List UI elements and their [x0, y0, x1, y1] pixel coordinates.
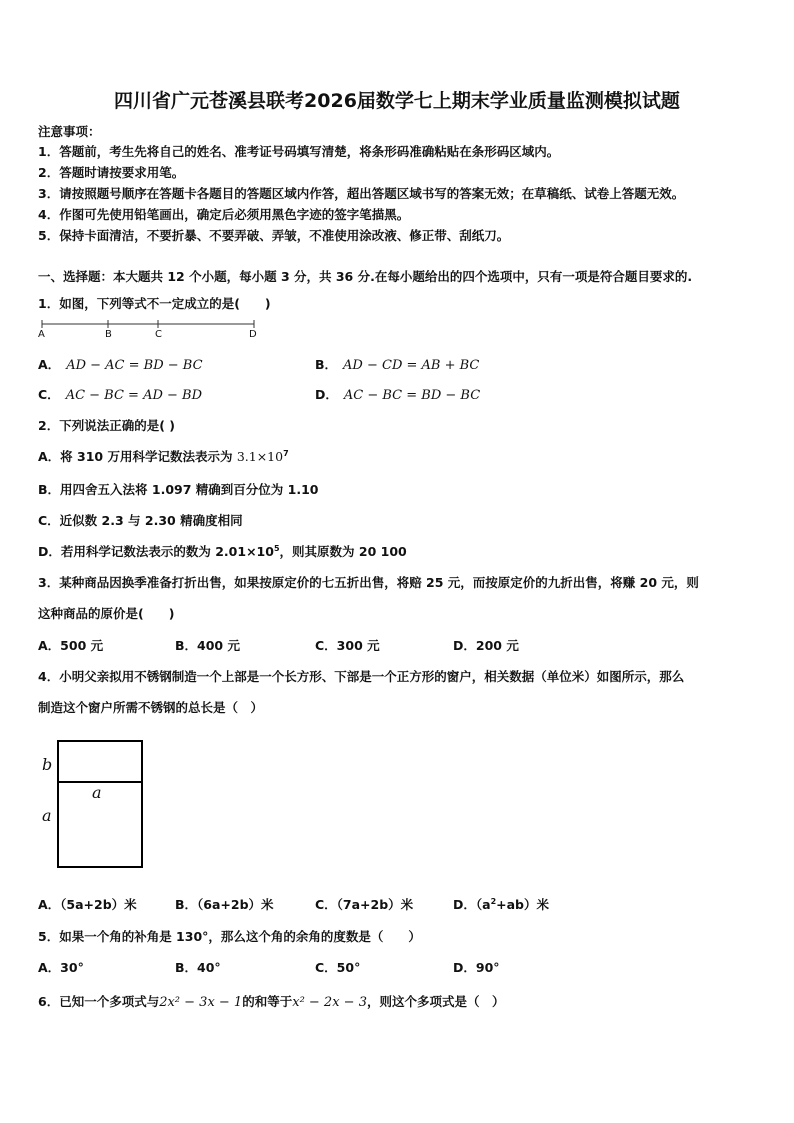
option-b: B．（6a+2b）米 — [175, 897, 274, 912]
option-d: D． AC − BC = BD − BC — [315, 387, 481, 403]
question-4-stem: 4．小明父亲拟用不锈钢制造一个上部是一个长方形、下部是一个正方形的窗户，相关数据（单位米）如图所示，那么 — [38, 669, 685, 684]
notice-item: 2．答题时请按要求用笔。 — [38, 165, 185, 180]
question-6-stem: 6．已知一个多项式与2x² − 3x − 1的和等于x² − 2x − 3，则这个多项式是（ ） — [38, 994, 505, 1010]
option-d: D．$(a^2+ab)$米 — [453, 896, 549, 912]
page-title: 四川省广元苍溪县联考2026届数学七上期末学业质量监测模拟试题 — [114, 90, 680, 112]
point-label-d: D — [249, 329, 257, 340]
point-label-c: C — [155, 329, 162, 340]
segment-figure — [36, 315, 266, 343]
question-3-stem: 3．某种商品因换季准备打折出售，如果按原定价的七五折出售，将赔 25 元，而按原定价的九折出售，将赚 20 元，则 — [38, 575, 699, 590]
option-c: C．（7a+2b）米 — [315, 897, 414, 912]
option-b: B． AD − CD = AB + BC — [315, 357, 480, 373]
question-2-stem: 2．下列说法正确的是( ) — [38, 418, 175, 433]
label-a-inner: a — [92, 783, 102, 802]
label-a-side: a — [42, 806, 52, 825]
option-c: C．近似数 2.3 与 2.30 精确度相同 — [38, 513, 243, 528]
option-c: C．50° — [315, 960, 361, 975]
option-a: A．500 元 — [38, 638, 104, 653]
option-c: C． AC − BC = AD − BD — [38, 387, 203, 403]
option-b: B．400 元 — [175, 638, 240, 653]
window-frame — [58, 741, 142, 867]
option-a: A．30° — [38, 960, 84, 975]
label-b: b — [42, 755, 53, 774]
section-heading: 一、选择题：本大题共 12 个小题，每小题 3 分，共 36 分.在每小题给出的四个选项中，只有一项是符合题目要求的. — [38, 269, 693, 284]
notice-item: 1．答题前，考生先将自己的姓名、准考证号码填写清楚，将条形码准确粘贴在条形码区域内。 — [38, 144, 560, 159]
question-5-stem: 5．如果一个角的补角是 130°，那么这个角的余角的度数是（ ） — [38, 929, 421, 944]
option-d: D．200 元 — [453, 638, 519, 653]
option-a: A．将 310 万用科学记数法表示为 $3.1\times 10^7$ — [38, 448, 289, 464]
option-b: B．40° — [175, 960, 221, 975]
notice-item: 5．保持卡面清洁，不要折暴、不要弄破、弄皱，不准使用涂改液、修正带、刮纸刀。 — [38, 228, 510, 243]
notice-item: 3．请按照题号顺序在答题卡各题目的答题区域内作答，超出答题区域书写的答案无效；在草稿纸、试卷上答题无效。 — [38, 186, 685, 201]
point-label-b: B — [105, 329, 112, 340]
notice-heading: 注意事项： — [38, 124, 101, 139]
option-a: A． AD − AC = BD − BC — [38, 357, 203, 373]
option-d: D．若用科学记数法表示的数为 $2.01\times 10^5$，则其原数为 20 100 — [38, 543, 407, 559]
question-3-stem-cont: 这种商品的原价是( ) — [38, 606, 175, 621]
option-c: C．300 元 — [315, 638, 380, 653]
question-1-stem: 1．如图，下列等式不一定成立的是( ) — [38, 296, 271, 311]
window-figure — [56, 739, 146, 869]
option-b: B．用四舍五入法将 1.097 精确到百分位为 1.10 — [38, 482, 319, 497]
question-4-stem-cont: 制造这个窗户所需不锈钢的总长是（ ） — [38, 700, 264, 715]
option-d: D．90° — [453, 960, 500, 975]
option-a: A．（5a+2b）米 — [38, 897, 137, 912]
point-label-a: A — [38, 329, 45, 340]
notice-item: 4．作图可先使用铅笔画出，确定后必须用黑色字迹的签字笔描黑。 — [38, 207, 410, 222]
